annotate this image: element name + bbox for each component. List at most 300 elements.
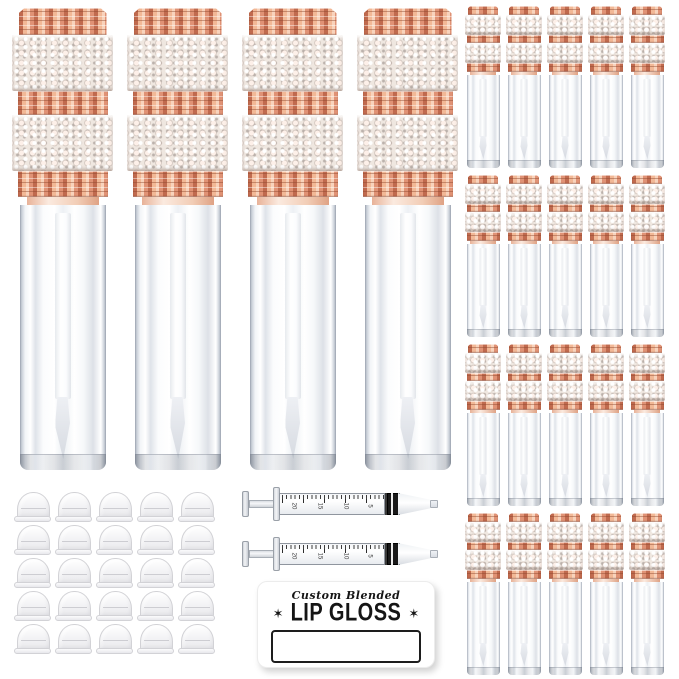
cap-bottom-band (549, 232, 582, 241)
tube-base (631, 160, 664, 168)
silicone-stopper-cap (137, 624, 174, 654)
applicator-tip (480, 474, 487, 497)
tube-body (631, 75, 664, 168)
rhinestone-pearl-band (588, 212, 624, 232)
rhinestone-pearl-band (12, 115, 113, 171)
silicone-stopper-cap (178, 525, 215, 555)
silicone-stopper-cap (96, 558, 133, 588)
lip-gloss-tube-small (506, 175, 542, 337)
applicator-tip (644, 136, 651, 159)
stopper-flange (55, 549, 92, 555)
cap-bottom-band (508, 63, 541, 72)
silicone-stopper-cap (55, 492, 92, 522)
stopper-flange (137, 615, 174, 621)
applicator-wand (644, 79, 651, 137)
tube-base (631, 329, 664, 337)
tube-base (365, 454, 451, 470)
cap-bottom-band (631, 63, 664, 72)
applicator-wand (285, 213, 301, 399)
applicator-tip (644, 305, 651, 328)
rhinestone-pearl-band (357, 115, 458, 171)
cap-top-band (468, 175, 498, 184)
tube-base (467, 160, 500, 168)
silicone-stopper-cap (96, 525, 133, 555)
stopper-flange (137, 648, 174, 654)
cap-top-band (550, 513, 580, 522)
tube-base (549, 498, 582, 506)
cap-bottom-band (590, 232, 623, 241)
stopper-flange (137, 582, 174, 588)
tube-base (549, 160, 582, 168)
lip-gloss-tube-small (465, 175, 501, 337)
plunger-thumb-rest (242, 491, 249, 517)
applicator-tip (562, 305, 569, 328)
cap-top-band (632, 513, 662, 522)
lip-gloss-tube-large (357, 8, 458, 470)
applicator-wand (55, 213, 71, 399)
cap-middle-band (508, 204, 541, 212)
rhinestone-pearl-band (588, 353, 624, 373)
tube-base (467, 667, 500, 675)
rhinestone-pearl-band (629, 522, 665, 542)
rhinestone-pearl-band (465, 522, 501, 542)
stopper-flange (178, 516, 215, 522)
rhinestone-pearl-band (629, 184, 665, 204)
tube-base (135, 454, 221, 470)
applicator-wand (480, 586, 487, 644)
silicone-stopper-cap (137, 591, 174, 621)
tube-body (549, 582, 582, 675)
lip-gloss-tube-small (629, 175, 665, 337)
rhinestone-cap (12, 8, 113, 205)
rhinestone-cap (242, 8, 343, 205)
tube-body (20, 205, 106, 470)
cap-middle-band (549, 35, 582, 43)
cap-bottom-band (467, 570, 500, 579)
applicator-wand (603, 248, 610, 306)
lip-gloss-tube-small (547, 175, 583, 337)
cap-top-band (364, 8, 452, 35)
silicone-stopper-cap (178, 591, 215, 621)
rhinestone-cap (357, 8, 458, 205)
syringe-nozzle (430, 550, 438, 558)
plunger-seal (385, 493, 400, 515)
plunger-rod (249, 550, 275, 558)
lip-gloss-tube-small (547, 6, 583, 168)
cap-middle-band (467, 373, 500, 381)
rhinestone-pearl-band (506, 43, 542, 63)
cap-middle-band (18, 91, 108, 115)
tube-base (549, 329, 582, 337)
applicator-wand (480, 417, 487, 475)
cap-top-band (550, 6, 580, 15)
rhinestone-pearl-band (465, 381, 501, 401)
silicone-stopper-cap (137, 558, 174, 588)
rhinestone-pearl-band (588, 550, 624, 570)
lip-gloss-label (257, 581, 435, 668)
lip-gloss-tube-large (127, 8, 228, 470)
scale-label: 15 (316, 502, 323, 510)
cap-middle-band (590, 373, 623, 381)
cap-top-band (591, 513, 621, 522)
lip-gloss-tube-small (588, 175, 624, 337)
silicone-stopper-cap (96, 591, 133, 621)
rhinestone-pearl-band (127, 115, 228, 171)
rhinestone-pearl-band (465, 43, 501, 63)
rhinestone-pearl-band (547, 353, 583, 373)
tube-body (590, 75, 623, 168)
lip-gloss-tube-small (465, 513, 501, 675)
lip-gloss-tube-small (465, 6, 501, 168)
tube-base (508, 498, 541, 506)
rhinestone-pearl-band (465, 353, 501, 373)
tube-base (590, 498, 623, 506)
silicone-stopper-cap (178, 558, 215, 588)
tube-base (467, 498, 500, 506)
cap-neck (372, 197, 444, 205)
rhinestone-pearl-band (506, 212, 542, 232)
lip-gloss-tube-large (242, 8, 343, 470)
cap-middle-band (363, 91, 453, 115)
silicone-stopper-cap (178, 492, 215, 522)
applicator-tip (55, 397, 70, 459)
tube-body (590, 413, 623, 506)
lip-gloss-tube-small (629, 513, 665, 675)
rhinestone-pearl-band (547, 381, 583, 401)
lip-gloss-tube-small (547, 513, 583, 675)
tube-body (508, 244, 541, 337)
tube-body (631, 582, 664, 675)
tube-base (549, 667, 582, 675)
label-writing-area (271, 630, 421, 663)
cap-middle-band (467, 204, 500, 212)
cap-top-band (509, 6, 539, 15)
cap-middle-band (631, 373, 664, 381)
plunger-rod (249, 500, 275, 508)
rhinestone-pearl-band (547, 522, 583, 542)
applicator-wand (400, 213, 416, 399)
applicator-tip (603, 643, 610, 666)
rhinestone-pearl-band (127, 35, 228, 91)
cap-bottom-band (549, 570, 582, 579)
plunger-thumb-rest (242, 541, 249, 567)
silicone-stopper-cap (14, 525, 51, 555)
cap-middle-band (549, 204, 582, 212)
applicator-tip (521, 305, 528, 328)
rhinestone-pearl-band (629, 43, 665, 63)
rhinestone-pearl-band (588, 15, 624, 35)
tube-body (365, 205, 451, 470)
cap-top-band (19, 8, 107, 35)
tube-body (250, 205, 336, 470)
tube-body (467, 75, 500, 168)
stopper-flange (14, 516, 51, 522)
tube-body (508, 75, 541, 168)
cap-top-band (591, 175, 621, 184)
silicone-stopper-cap (137, 525, 174, 555)
star-icon: ✶ (408, 605, 420, 621)
rhinestone-pearl-band (506, 550, 542, 570)
silicone-stopper-cap (55, 525, 92, 555)
syringe-tip-cone (398, 493, 430, 515)
applicator-tip (521, 136, 528, 159)
cap-bottom-band (508, 232, 541, 241)
rhinestone-pearl-band (629, 15, 665, 35)
applicator-wand (603, 586, 610, 644)
rhinestone-pearl-band (242, 35, 343, 91)
stopper-flange (96, 516, 133, 522)
lip-gloss-tube-small (629, 344, 665, 506)
tube-body (135, 205, 221, 470)
applicator-wand (644, 586, 651, 644)
small-tubes-group (465, 6, 665, 675)
scale-label: 15 (316, 552, 323, 560)
syringe (242, 537, 438, 571)
applicator-wand (562, 248, 569, 306)
cap-top-band (134, 8, 222, 35)
applicator-wand (521, 248, 528, 306)
cap-bottom-band (467, 232, 500, 241)
cap-top-band (632, 344, 662, 353)
cap-top-band (591, 6, 621, 15)
tube-base (508, 160, 541, 168)
stopper-flange (178, 615, 215, 621)
rhinestone-pearl-band (547, 43, 583, 63)
applicator-tip (480, 305, 487, 328)
tube-base (20, 454, 106, 470)
tube-body (467, 582, 500, 675)
silicone-stopper-cap (55, 558, 92, 588)
stopper-flange (14, 582, 51, 588)
cap-bottom-band (363, 171, 453, 197)
applicator-tip (521, 643, 528, 666)
cap-top-band (509, 344, 539, 353)
cap-neck (257, 197, 329, 205)
rhinestone-pearl-band (588, 43, 624, 63)
stopper-flange (178, 648, 215, 654)
applicator-wand (480, 248, 487, 306)
applicator-tip (170, 397, 185, 459)
cap-bottom-band (549, 401, 582, 410)
tube-body (467, 413, 500, 506)
cap-middle-band (631, 204, 664, 212)
cap-middle-band (590, 35, 623, 43)
stopper-flange (137, 549, 174, 555)
cap-bottom-band (133, 171, 223, 197)
scale-label: 5 (366, 504, 373, 508)
tube-base (590, 160, 623, 168)
rhinestone-pearl-band (506, 381, 542, 401)
plunger-seal (385, 543, 400, 565)
syringe-nozzle (430, 500, 438, 508)
stopper-flange (96, 615, 133, 621)
applicator-wand (521, 417, 528, 475)
applicator-tip (644, 643, 651, 666)
cap-top-band (468, 344, 498, 353)
cap-middle-band (590, 542, 623, 550)
silicone-stopper-cap (55, 624, 92, 654)
applicator-tip (562, 643, 569, 666)
cap-bottom-band (508, 401, 541, 410)
cap-middle-band (590, 204, 623, 212)
cap-middle-band (508, 35, 541, 43)
cap-middle-band (133, 91, 223, 115)
label-title-text: LIP GLOSS (290, 599, 402, 627)
cap-middle-band (508, 373, 541, 381)
applicator-wand (480, 79, 487, 137)
syringe-tip-cone (398, 543, 430, 565)
label-script-text: Custom Blended (291, 589, 401, 602)
cap-top-band (249, 8, 337, 35)
tube-base (508, 667, 541, 675)
cap-top-band (468, 513, 498, 522)
applicator-tip (562, 474, 569, 497)
cap-middle-band (631, 542, 664, 550)
tube-body (508, 413, 541, 506)
rhinestone-pearl-band (629, 353, 665, 373)
cap-top-band (632, 175, 662, 184)
rhinestone-pearl-band (629, 381, 665, 401)
cap-middle-band (467, 35, 500, 43)
cap-bottom-band (590, 63, 623, 72)
rhinestone-pearl-band (588, 522, 624, 542)
cap-bottom-band (631, 570, 664, 579)
stopper-flange (55, 648, 92, 654)
syringe-barrel (279, 543, 385, 565)
scale-label: 5 (366, 554, 373, 558)
cap-top-band (550, 344, 580, 353)
stopper-flange (96, 582, 133, 588)
cap-bottom-band (248, 171, 338, 197)
rhinestone-pearl-band (465, 184, 501, 204)
cap-middle-band (508, 542, 541, 550)
lip-gloss-tube-small (547, 344, 583, 506)
syringe (242, 487, 438, 521)
scale-label: 10 (342, 502, 349, 510)
cap-bottom-band (467, 63, 500, 72)
tube-body (508, 582, 541, 675)
stopper-flange (178, 549, 215, 555)
cap-top-band (632, 6, 662, 15)
silicone-stopper-cap (96, 624, 133, 654)
applicator-tip (480, 643, 487, 666)
rhinestone-cap (127, 8, 228, 205)
applicator-wand (603, 417, 610, 475)
stopper-flange (55, 615, 92, 621)
cap-middle-band (549, 542, 582, 550)
applicator-wand (644, 417, 651, 475)
lip-gloss-tube-small (506, 6, 542, 168)
star-icon: ✶ (272, 605, 284, 621)
stopper-flange (96, 549, 133, 555)
applicator-wand (562, 79, 569, 137)
lip-gloss-tube-large (12, 8, 113, 470)
lip-gloss-tube-small (588, 344, 624, 506)
applicator-wand (603, 79, 610, 137)
label-title (258, 599, 434, 627)
applicator-tip (603, 474, 610, 497)
cap-bottom-band (631, 232, 664, 241)
cap-bottom-band (631, 401, 664, 410)
large-tubes-group (12, 8, 458, 470)
cap-bottom-band (549, 63, 582, 72)
applicator-wand (562, 586, 569, 644)
tube-base (590, 329, 623, 337)
tube-base (631, 498, 664, 506)
cap-bottom-band (590, 570, 623, 579)
lip-gloss-tube-small (588, 513, 624, 675)
rhinestone-pearl-band (506, 353, 542, 373)
cap-middle-band (549, 373, 582, 381)
syringes-group (242, 487, 438, 571)
applicator-wand (521, 79, 528, 137)
tube-base (250, 454, 336, 470)
scale-label: 20 (290, 552, 297, 560)
rhinestone-pearl-band (506, 184, 542, 204)
cap-bottom-band (508, 570, 541, 579)
cap-middle-band (467, 542, 500, 550)
silicone-stopper-cap (14, 624, 51, 654)
rhinestone-pearl-band (465, 15, 501, 35)
cap-top-band (550, 175, 580, 184)
rhinestone-pearl-band (588, 184, 624, 204)
cap-middle-band (631, 35, 664, 43)
cap-middle-band (248, 91, 338, 115)
rhinestone-pearl-band (465, 212, 501, 232)
tube-base (508, 329, 541, 337)
cap-bottom-band (467, 401, 500, 410)
tube-body (549, 75, 582, 168)
lip-gloss-tube-small (506, 344, 542, 506)
rhinestone-pearl-band (506, 522, 542, 542)
tube-base (590, 667, 623, 675)
applicator-tip (480, 136, 487, 159)
lip-gloss-tube-small (629, 6, 665, 168)
tube-base (631, 667, 664, 675)
silicone-stopper-cap (55, 591, 92, 621)
rhinestone-pearl-band (547, 15, 583, 35)
applicator-tip (603, 305, 610, 328)
tube-body (549, 244, 582, 337)
cap-top-band (509, 513, 539, 522)
silicone-stopper-cap (178, 624, 215, 654)
rhinestone-pearl-band (588, 381, 624, 401)
applicator-tip (644, 474, 651, 497)
applicator-tip (285, 397, 300, 459)
stopper-flange (14, 648, 51, 654)
scale-label: 20 (290, 502, 297, 510)
rhinestone-pearl-band (547, 212, 583, 232)
rhinestone-pearl-band (465, 550, 501, 570)
tube-body (549, 413, 582, 506)
silicone-stopper-cap (14, 591, 51, 621)
rhinestone-pearl-band (506, 15, 542, 35)
applicator-tip (521, 474, 528, 497)
applicator-wand (562, 417, 569, 475)
lip-gloss-tube-small (506, 513, 542, 675)
applicator-tip (603, 136, 610, 159)
applicator-wand (521, 586, 528, 644)
stopper-flange (55, 582, 92, 588)
silicone-stopper-cap (96, 492, 133, 522)
rhinestone-pearl-band (629, 550, 665, 570)
stopper-flange (55, 516, 92, 522)
tube-body (631, 244, 664, 337)
stopper-flange (137, 516, 174, 522)
cap-top-band (468, 6, 498, 15)
silicone-stopper-cap (14, 492, 51, 522)
lip-gloss-tube-small (588, 6, 624, 168)
